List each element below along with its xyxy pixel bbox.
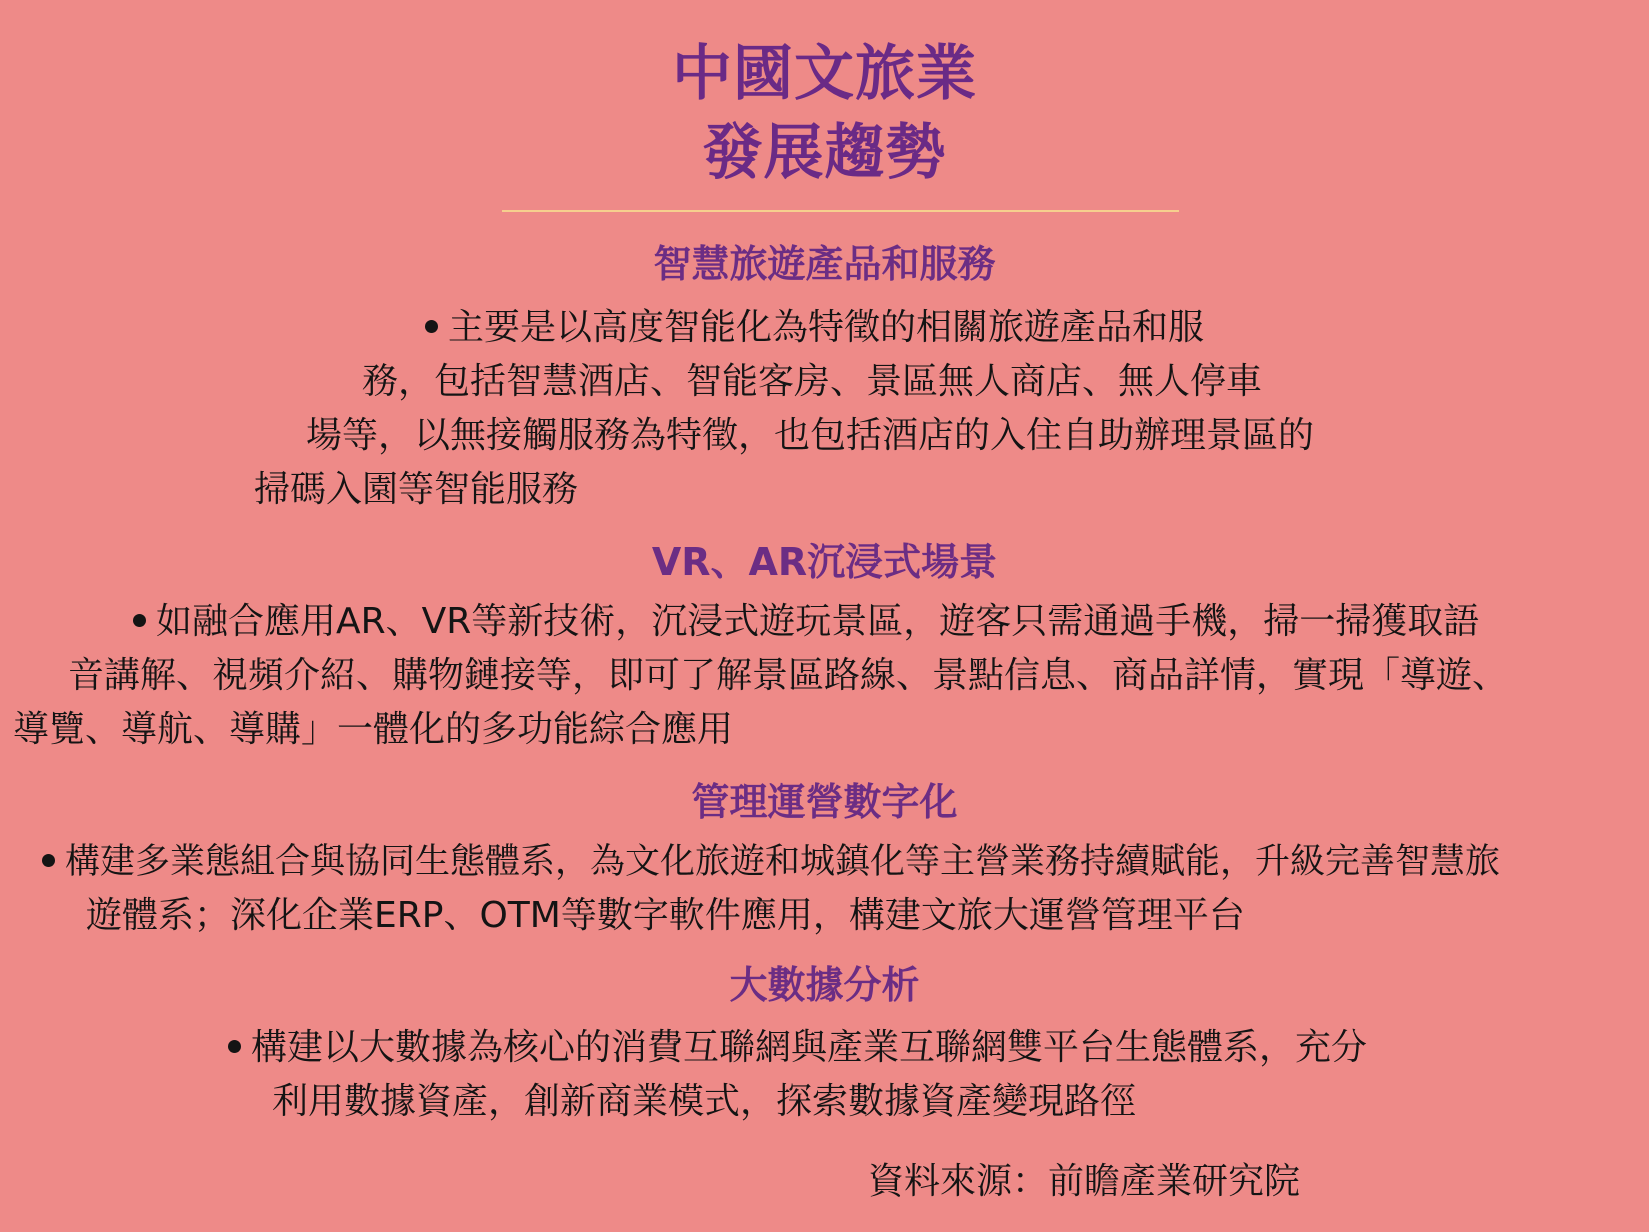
title-divider <box>502 210 1179 212</box>
bullet-icon <box>425 320 438 333</box>
section-heading: 管理運營數字化 <box>691 780 958 824</box>
section-text-line: 如融合應用AR、VR等新技術，沉浸式遊玩景區，遊客只需通過手機，掃一掃獲取語 <box>133 600 1479 644</box>
section-text-line: 導覽、導航、導購」一體化的多功能綜合應用 <box>13 709 734 750</box>
title-line-2: 發展趨勢 <box>702 118 947 188</box>
section-text-line: 音講解、視頻介紹、購物鏈接等，即可了解景區路線、景點信息、商品詳情，實現「導遊、 <box>68 655 1509 696</box>
section-text-line: 利用數據資產，創新商業模式，探索數據資產變現路徑 <box>272 1081 1137 1122</box>
bullet-icon <box>42 854 55 867</box>
section-text-line: 務，包括智慧酒店、智能客房、景區無人商店、無人停車 <box>362 361 1263 402</box>
bullet-icon <box>133 614 146 627</box>
section-heading: 大數據分析 <box>729 963 920 1007</box>
section-text-line: 掃碼入園等智能服務 <box>254 469 579 510</box>
section-text-line: 主要是以高度智能化為特徵的相關旅遊產品和服 <box>425 306 1204 350</box>
section-text-line: 構建多業態組合與協同生態體系，為文化旅遊和城鎮化等主營業務持續賦能，升級完善智慧旅 <box>42 840 1500 884</box>
section-text-line: 遊體系；深化企業ERP、OTM等數字軟件應用，構建文旅大運營管理平台 <box>86 895 1245 936</box>
section-heading: VR、AR沉浸式場景 <box>651 540 998 584</box>
bullet-icon <box>228 1040 241 1053</box>
source-note: 資料來源：前瞻產業研究院 <box>868 1161 1301 1202</box>
section-heading: 智慧旅遊產品和服務 <box>653 242 996 286</box>
section-text-line: 場等，以無接觸服務為特徵，也包括酒店的入住自助辦理景區的 <box>306 415 1315 456</box>
section-text-line: 構建以大數據為核心的消費互聯網與產業互聯網雙平台生態體系，充分 <box>228 1026 1367 1070</box>
title-line-1: 中國文旅業 <box>672 39 977 109</box>
